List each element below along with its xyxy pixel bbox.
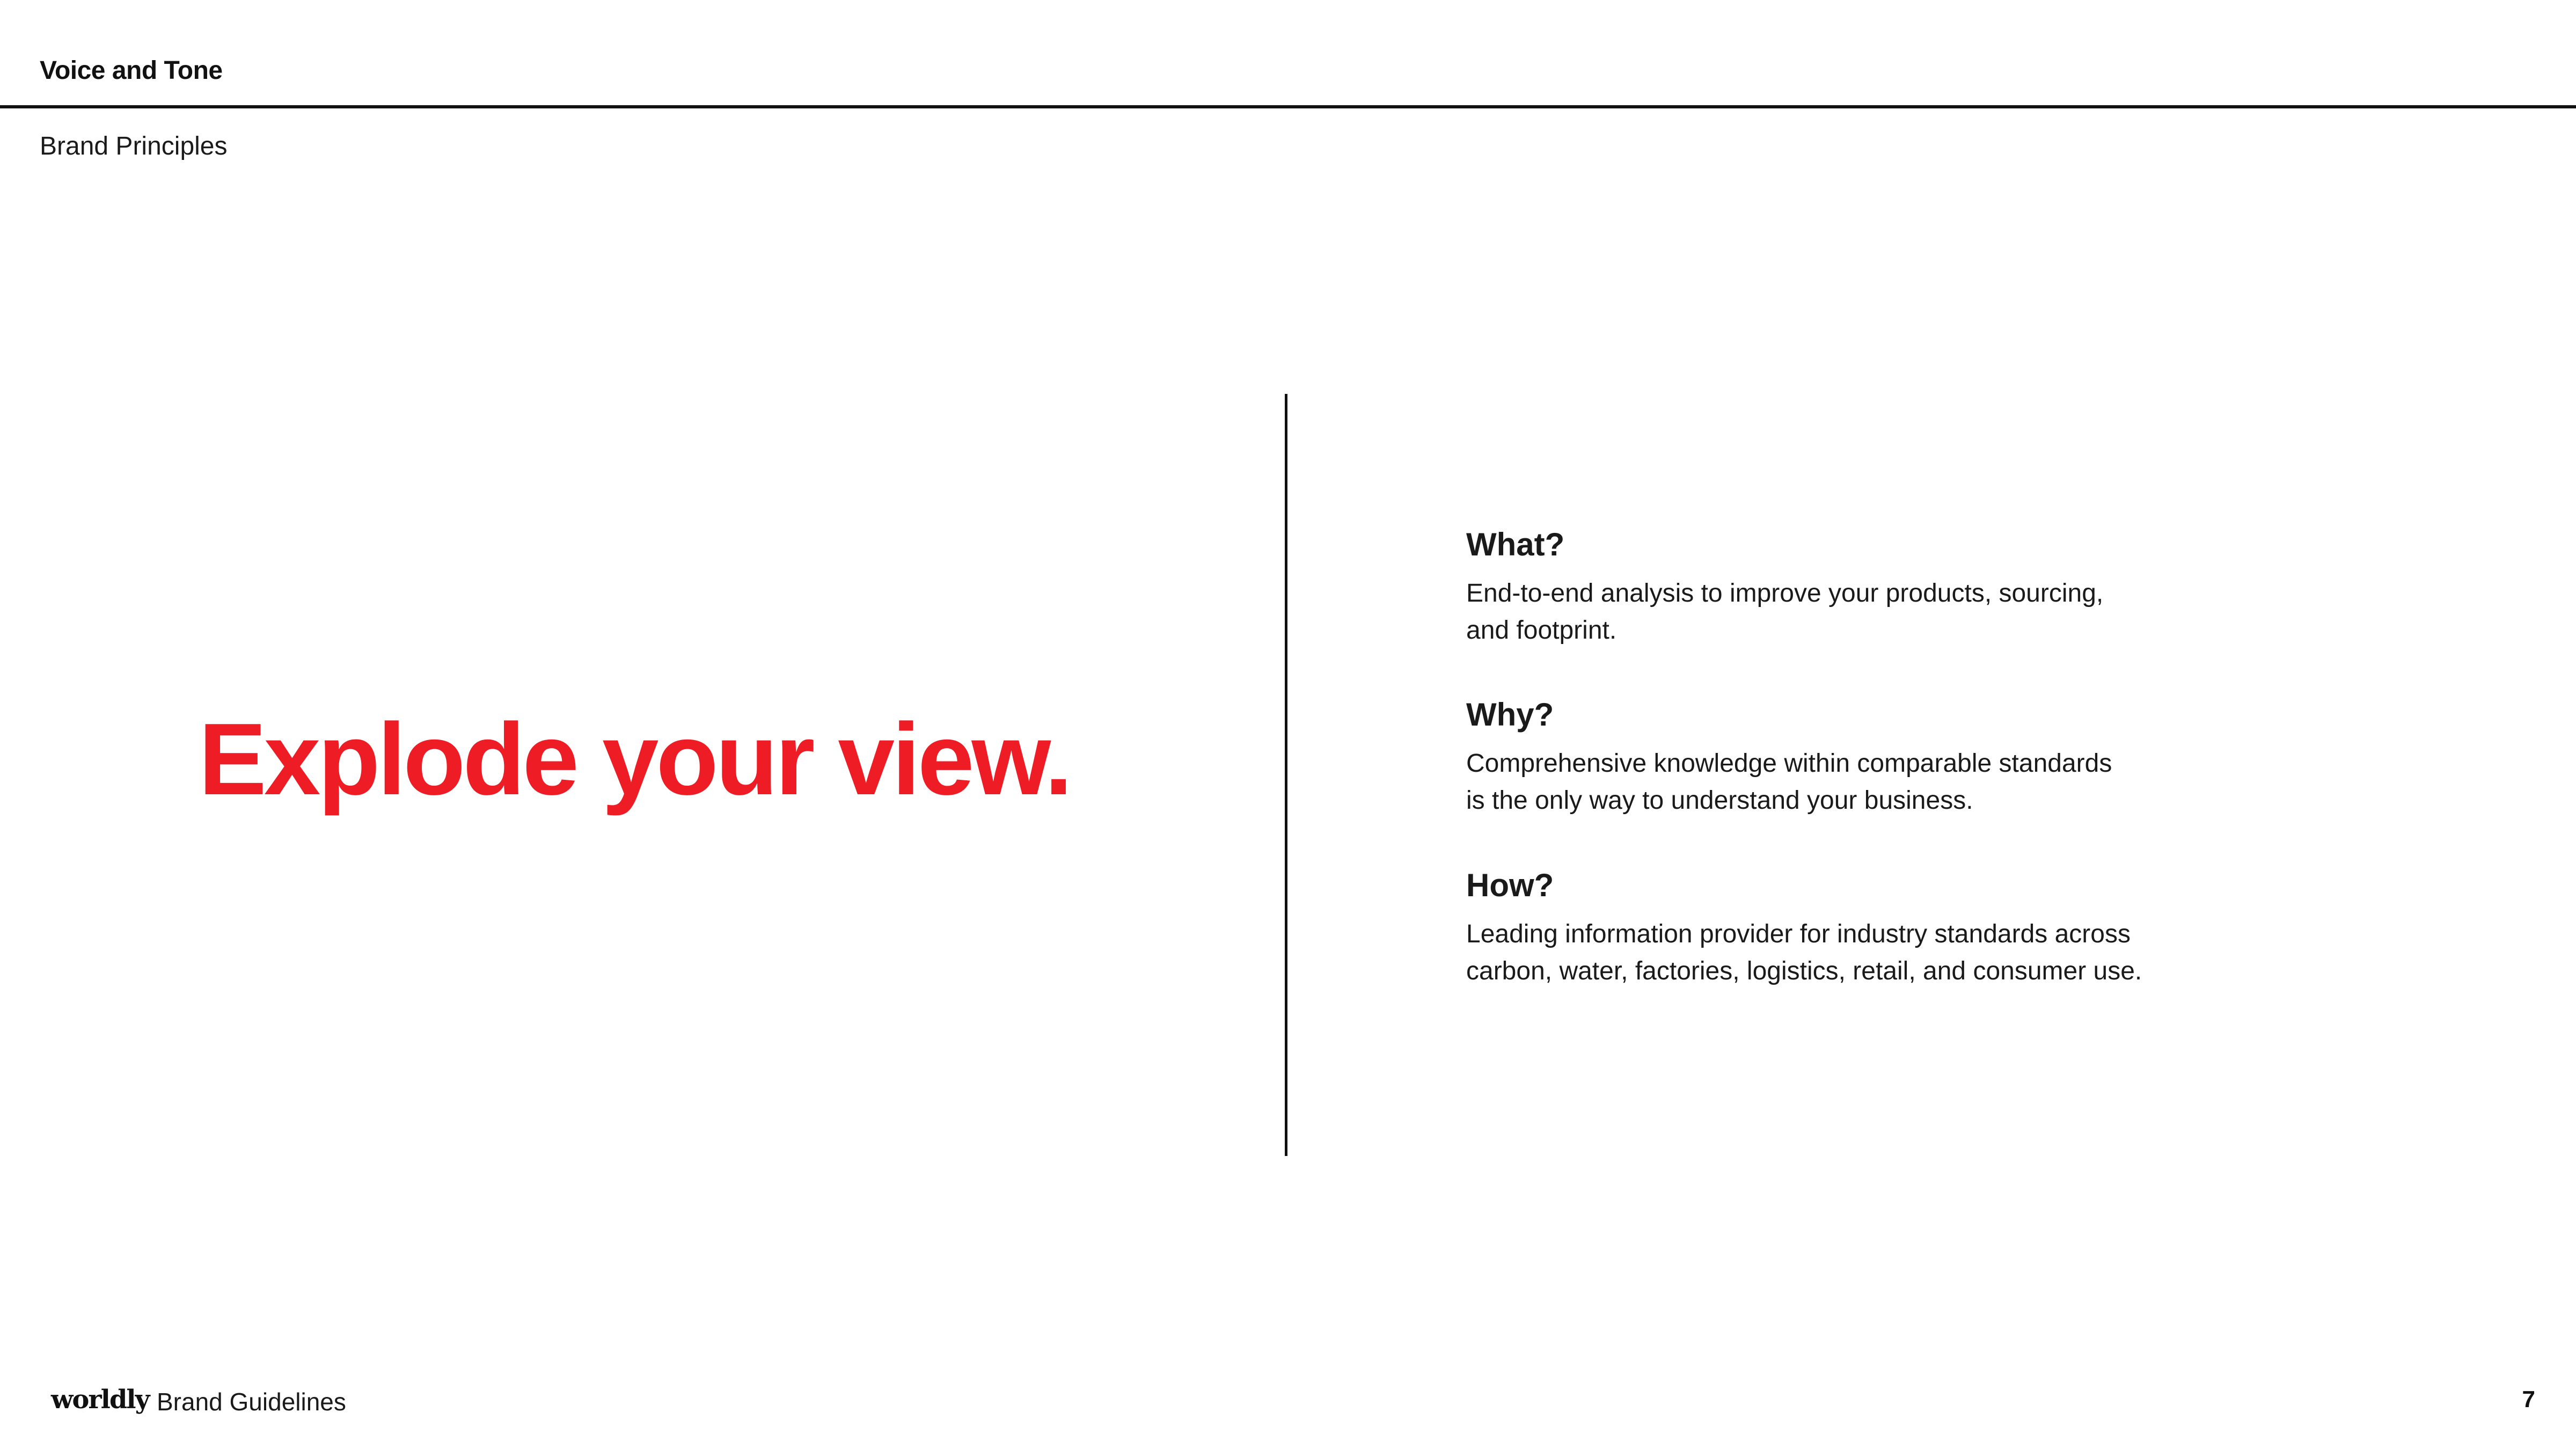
headline: Explode your view.	[199, 702, 1070, 816]
header-divider	[0, 105, 2576, 108]
principle-what	[1466, 526, 2239, 649]
principle-answer-line: Leading information provider for industry standards across	[1466, 920, 2131, 948]
principle-why	[1466, 699, 2239, 819]
principle-question: What?	[1466, 526, 1565, 562]
page-number: 7	[2522, 1386, 2535, 1413]
section-title: Voice and Tone	[40, 56, 223, 85]
principle-answer-line: End-to-end analysis to improve your products, sourcing,	[1466, 579, 2104, 608]
principle-question: Why?	[1466, 697, 1554, 733]
worldly-logo: worldly	[51, 1385, 149, 1415]
principle-answer	[1466, 575, 2239, 649]
principle-answer-line: is the only way to understand your business.	[1466, 786, 1973, 815]
subsection-title: Brand Principles	[40, 132, 228, 160]
principle-how	[1466, 869, 2239, 990]
principle-answer-line: Comprehensive knowledge within comparable standards	[1466, 749, 2112, 778]
footer-label: Brand Guidelines	[157, 1388, 346, 1416]
principle-answer-line: carbon, water, factories, logistics, retail, and consumer use.	[1466, 957, 2142, 985]
principle-answer-line: and footprint.	[1466, 616, 1617, 645]
principle-answer	[1466, 916, 2239, 990]
principle-question: How?	[1466, 867, 1554, 903]
principle-answer	[1466, 745, 2239, 819]
vertical-divider	[1285, 394, 1287, 1156]
